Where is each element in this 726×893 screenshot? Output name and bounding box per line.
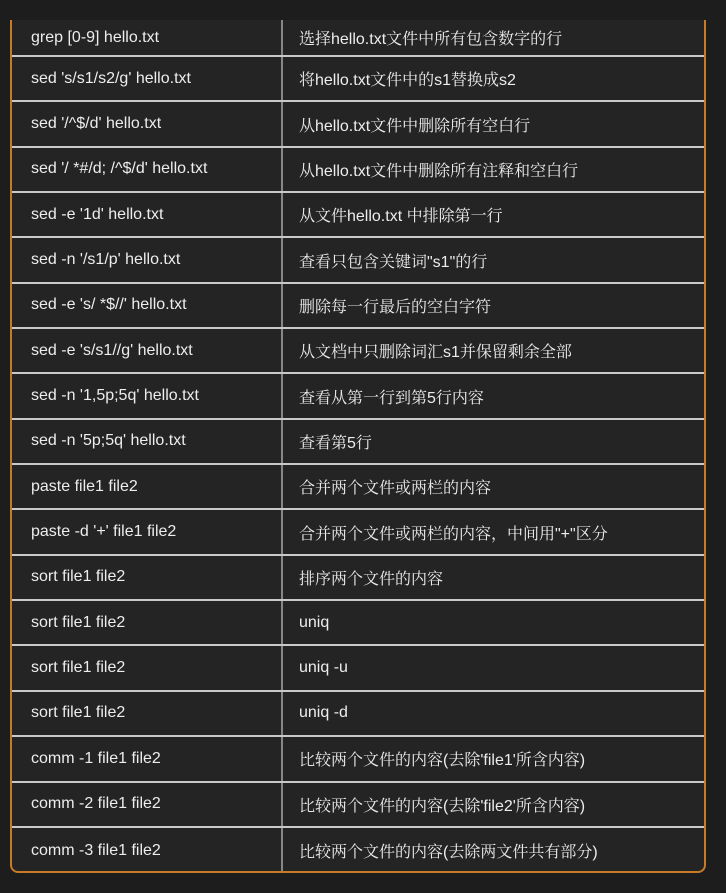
table-row: [12, 193, 704, 238]
description-cell: 查看第5行: [299, 434, 372, 452]
description-cell: uniq: [299, 613, 330, 631]
table-row: [12, 284, 704, 329]
description-cell: 比较两个文件的内容(去除'file2'所含内容): [299, 797, 586, 815]
table-row: [12, 601, 704, 646]
description-cell: 删除每一行最后的空白字符: [299, 298, 492, 316]
command-cell: paste -d '+' file1 file2: [12, 510, 283, 553]
table-row: [12, 20, 704, 57]
command-cell: sed -n '/s1/p' hello.txt: [12, 238, 283, 281]
command-cell: sort file1 file2: [12, 556, 283, 599]
description-cell: 从hello.txt文件中删除所有空白行: [299, 117, 531, 135]
command-cell: sed 's/s1/s2/g' hello.txt: [12, 57, 283, 100]
description-cell: 选择hello.txt文件中所有包含数字的行: [299, 31, 563, 48]
description-cell: 将hello.txt文件中的s1替换成s2: [299, 72, 516, 90]
description-cell: 从文档中只删除词汇s1并保留剩余全部: [299, 344, 572, 362]
description-cell: 从文件hello.txt 中排除第一行: [299, 208, 503, 226]
command-cell: sed '/ *#/d; /^$/d' hello.txt: [12, 148, 283, 191]
table-row: [12, 329, 704, 374]
command-cell: paste file1 file2: [12, 465, 283, 508]
table-row: [12, 692, 704, 737]
table-row: [12, 783, 704, 828]
table-row: [12, 556, 704, 601]
description-cell: 查看只包含关键词"s1"的行: [299, 253, 488, 271]
command-cell: sort file1 file2: [12, 601, 283, 644]
description-cell: 查看从第一行到第5行内容: [299, 389, 484, 407]
command-cell: sed -e 's/s1//g' hello.txt: [12, 329, 283, 372]
table-row: [12, 737, 704, 782]
description-cell: 排序两个文件的内容: [299, 570, 444, 588]
table-row: [12, 374, 704, 419]
command-cell: sort file1 file2: [12, 646, 283, 689]
description-cell: 合并两个文件或两栏的内容: [299, 480, 492, 498]
table-row: [12, 465, 704, 510]
command-cell: grep [0-9] hello.txt: [12, 20, 283, 55]
description-cell: 比较两个文件的内容(去除两文件共有部分): [299, 844, 598, 862]
command-cell: comm -1 file1 file2: [12, 737, 283, 780]
command-cell: sed -e 's/ *$//' hello.txt: [12, 284, 283, 327]
command-cell: sed -e '1d' hello.txt: [12, 193, 283, 236]
description-cell: 合并两个文件或两栏的内容，中间用"+"区分: [299, 525, 608, 543]
command-cell: comm -2 file1 file2: [12, 783, 283, 826]
description-cell: uniq -u: [299, 659, 348, 677]
description-cell: 从hello.txt文件中删除所有注释和空白行: [299, 162, 579, 180]
table-row: [12, 510, 704, 555]
command-cell: comm -3 file1 file2: [12, 828, 283, 873]
description-cell: 比较两个文件的内容(去除'file1'所含内容): [299, 752, 586, 770]
description-cell: uniq -d: [299, 704, 348, 722]
table-row: [12, 148, 704, 193]
table-row: [12, 102, 704, 147]
command-cell: sed -n '1,5p;5q' hello.txt: [12, 374, 283, 417]
table-row: [12, 828, 704, 873]
command-cell: sort file1 file2: [12, 692, 283, 735]
table-row: [12, 420, 704, 465]
command-cell: sed '/^$/d' hello.txt: [12, 102, 283, 145]
table-row: [12, 57, 704, 102]
command-cheatsheet-table: [10, 20, 706, 873]
table-row: [12, 238, 704, 283]
table-row: [12, 646, 704, 691]
command-cell: sed -n '5p;5q' hello.txt: [12, 420, 283, 463]
